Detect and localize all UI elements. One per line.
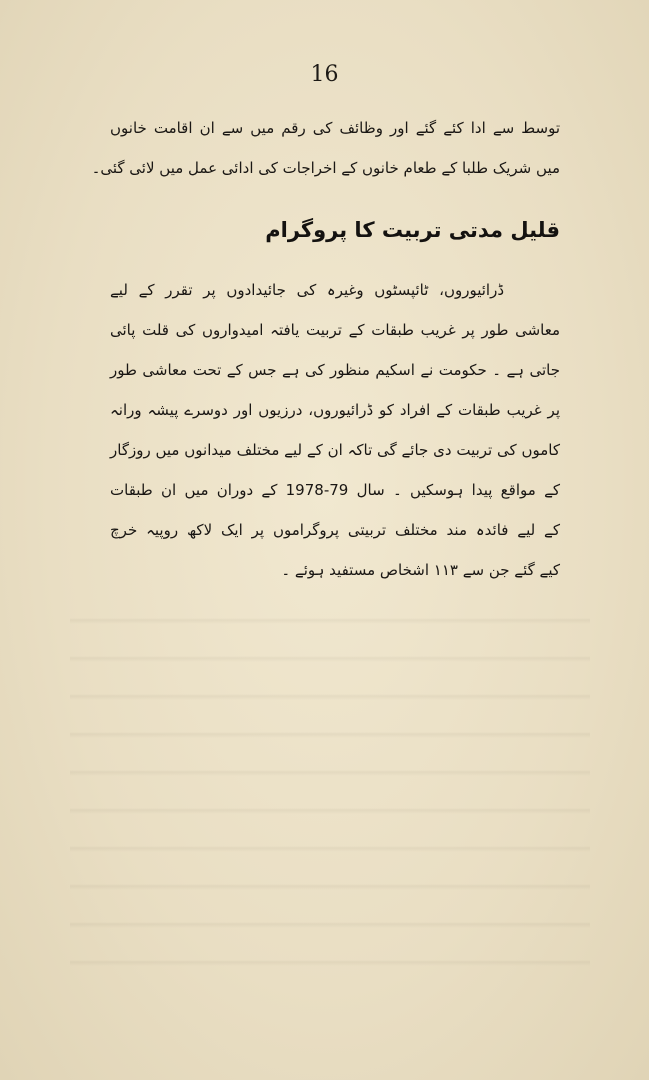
intro-text — [91, 108, 560, 188]
paragraph-line: پر غریب طبقات کے افراد کو ڈرائیوروں، درزیوں اور دوسرے پیشہ ورانہ — [110, 401, 560, 419]
paragraph-line: کاموں کی تربیت دی جائے گی تاکہ ان کے لیے مختلف میدانوں میں روزگار — [110, 441, 560, 459]
paragraph-line: کے مواقع پیدا ہوسکیں ۔ سال 79-1978 کے دوران میں ان طبقات — [110, 481, 561, 499]
paragraph-line: معاشی طور پر غریب طبقات کے تربیت یافتہ امیدواروں کی قلت پائی — [110, 321, 560, 339]
paragraph — [110, 270, 560, 590]
section-heading: قلیل مدتی تربیت کا پروگرام — [265, 218, 560, 242]
paragraph-line: کے لیے فائدہ مند مختلف تربیتی پروگراموں پر ایک لاکھ روپیہ خرچ — [110, 521, 560, 539]
intro-line: میں شریک طلبا کے طعام خانوں کے اخراجات کی ادائی عمل میں لائی گئی۔ — [91, 159, 560, 177]
show-through-texture — [70, 590, 590, 970]
paragraph-line: کیے گئے جن سے ۱۱۳ اشخاص مستفید ہوئے ۔ — [281, 561, 560, 579]
paragraph-line: ڈرائیوروں، ٹائپسٹوں وغیرہ کی جائیدادوں پر تقرر کے لیے — [110, 281, 504, 299]
intro-line: توسط سے ادا کئے گئے اور وظائف کی رقم میں سے ان اقامت خانوں — [110, 119, 560, 137]
page-number: 16 — [310, 62, 339, 87]
paragraph-line: جاتی ہے ۔ حکومت نے اسکیم منظور کی ہے جس کے تحت معاشی طور — [110, 361, 560, 379]
